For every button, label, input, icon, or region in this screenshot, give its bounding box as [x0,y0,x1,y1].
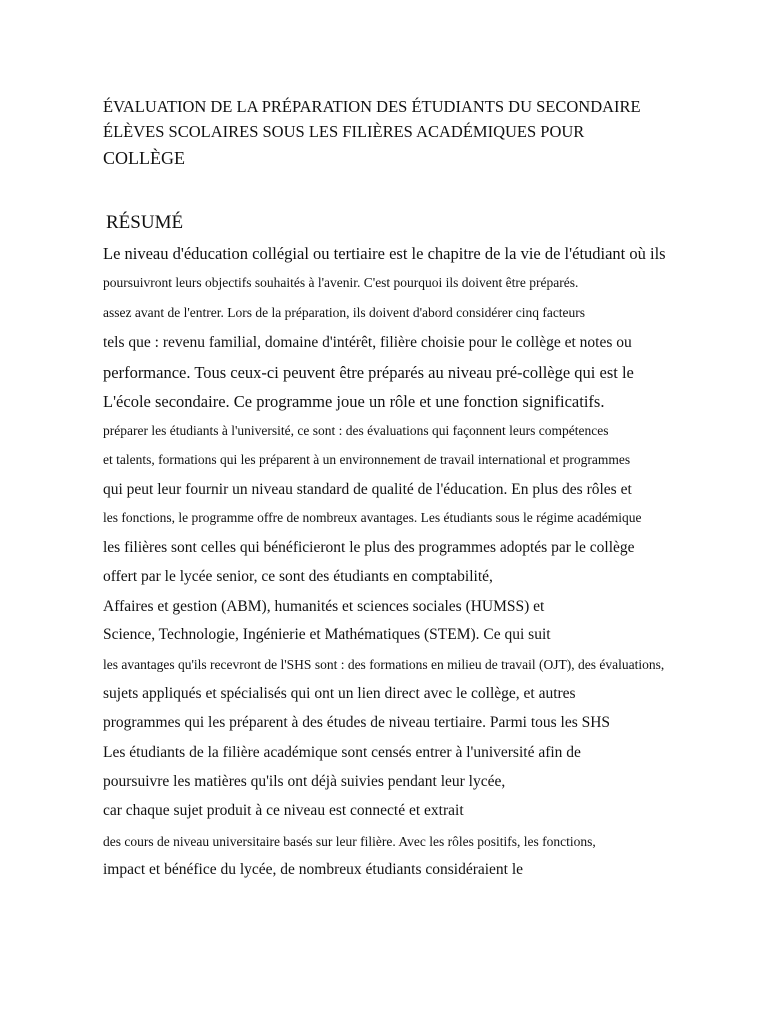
body-line: sujets appliqués et spécialisés qui ont un lien direct avec le collège, et autres [103,685,576,702]
title-line-2: ÉLÈVES SCOLAIRES SOUS LES FILIÈRES ACADÉMIQUES POUR [103,122,585,141]
document-title [103,94,743,172]
body-line: poursuivre les matières qu'ils ont déjà suivies pendant leur lycée, [103,773,506,790]
body-line: les fonctions, le programme offre de nombreux avantages. Les étudiants sous le régime académique [103,510,642,525]
body-line: impact et bénéfice du lycée, de nombreux étudiants considéraient le [103,861,524,878]
body-line: programmes qui les préparent à des études de niveau tertiaire. Parmi tous les SHS [103,714,611,731]
title-line-1: ÉVALUATION DE LA PRÉPARATION DES ÉTUDIANTS DU SECONDAIRE [103,97,641,116]
body-line: performance. Tous ceux-ci peuvent être préparés au niveau pré-collège qui est le [103,363,634,382]
body-line: poursuivront leurs objectifs souhaités à l'avenir. C'est pourquoi ils doivent être préparés. [103,275,579,290]
body-line: préparer les étudiants à l'université, ce sont : des évaluations qui façonnent leurs compétences [103,423,609,438]
body-line: offert par le lycée senior, ce sont des étudiants en comptabilité, [103,568,493,585]
body-line: assez avant de l'entrer. Lors de la préparation, ils doivent d'abord considérer cinq facteurs [103,305,586,320]
body-line: et talents, formations qui les préparent à un environnement de travail international et programmes [103,452,631,467]
body-line: des cours de niveau universitaire basés sur leur filière. Avec les rôles positifs, les fonctions, [103,834,596,849]
body-line: Affaires et gestion (ABM), humanités et sciences sociales (HUMSS) et [103,598,545,615]
body-line: Les étudiants de la filière académique sont censés entrer à l'université afin de [103,744,581,761]
body-line: Le niveau d'éducation collégial ou tertiaire est le chapitre de la vie de l'étudiant où ils [103,244,666,263]
body-line: qui peut leur fournir un niveau standard de qualité de l'éducation. En plus des rôles et [103,481,632,498]
section-heading: RÉSUMÉ [106,212,184,233]
body-line: les filières sont celles qui bénéficieront le plus des programmes adoptés par le collège [103,539,635,556]
body-line: L'école secondaire. Ce programme joue un rôle et une fonction significatifs. [103,392,605,411]
body-line: tels que : revenu familial, domaine d'intérêt, filière choisie pour le collège et notes ou [103,334,632,351]
body-line: car chaque sujet produit à ce niveau est connecté et extrait [103,802,464,819]
body-line: les avantages qu'ils recevront de l'SHS sont : des formations en milieu de travail (OJT), des évaluations, [103,657,665,672]
title-line-3: COLLÈGE [103,148,185,168]
body-line: Science, Technologie, Ingénierie et Mathématiques (STEM). Ce qui suit [103,626,551,643]
